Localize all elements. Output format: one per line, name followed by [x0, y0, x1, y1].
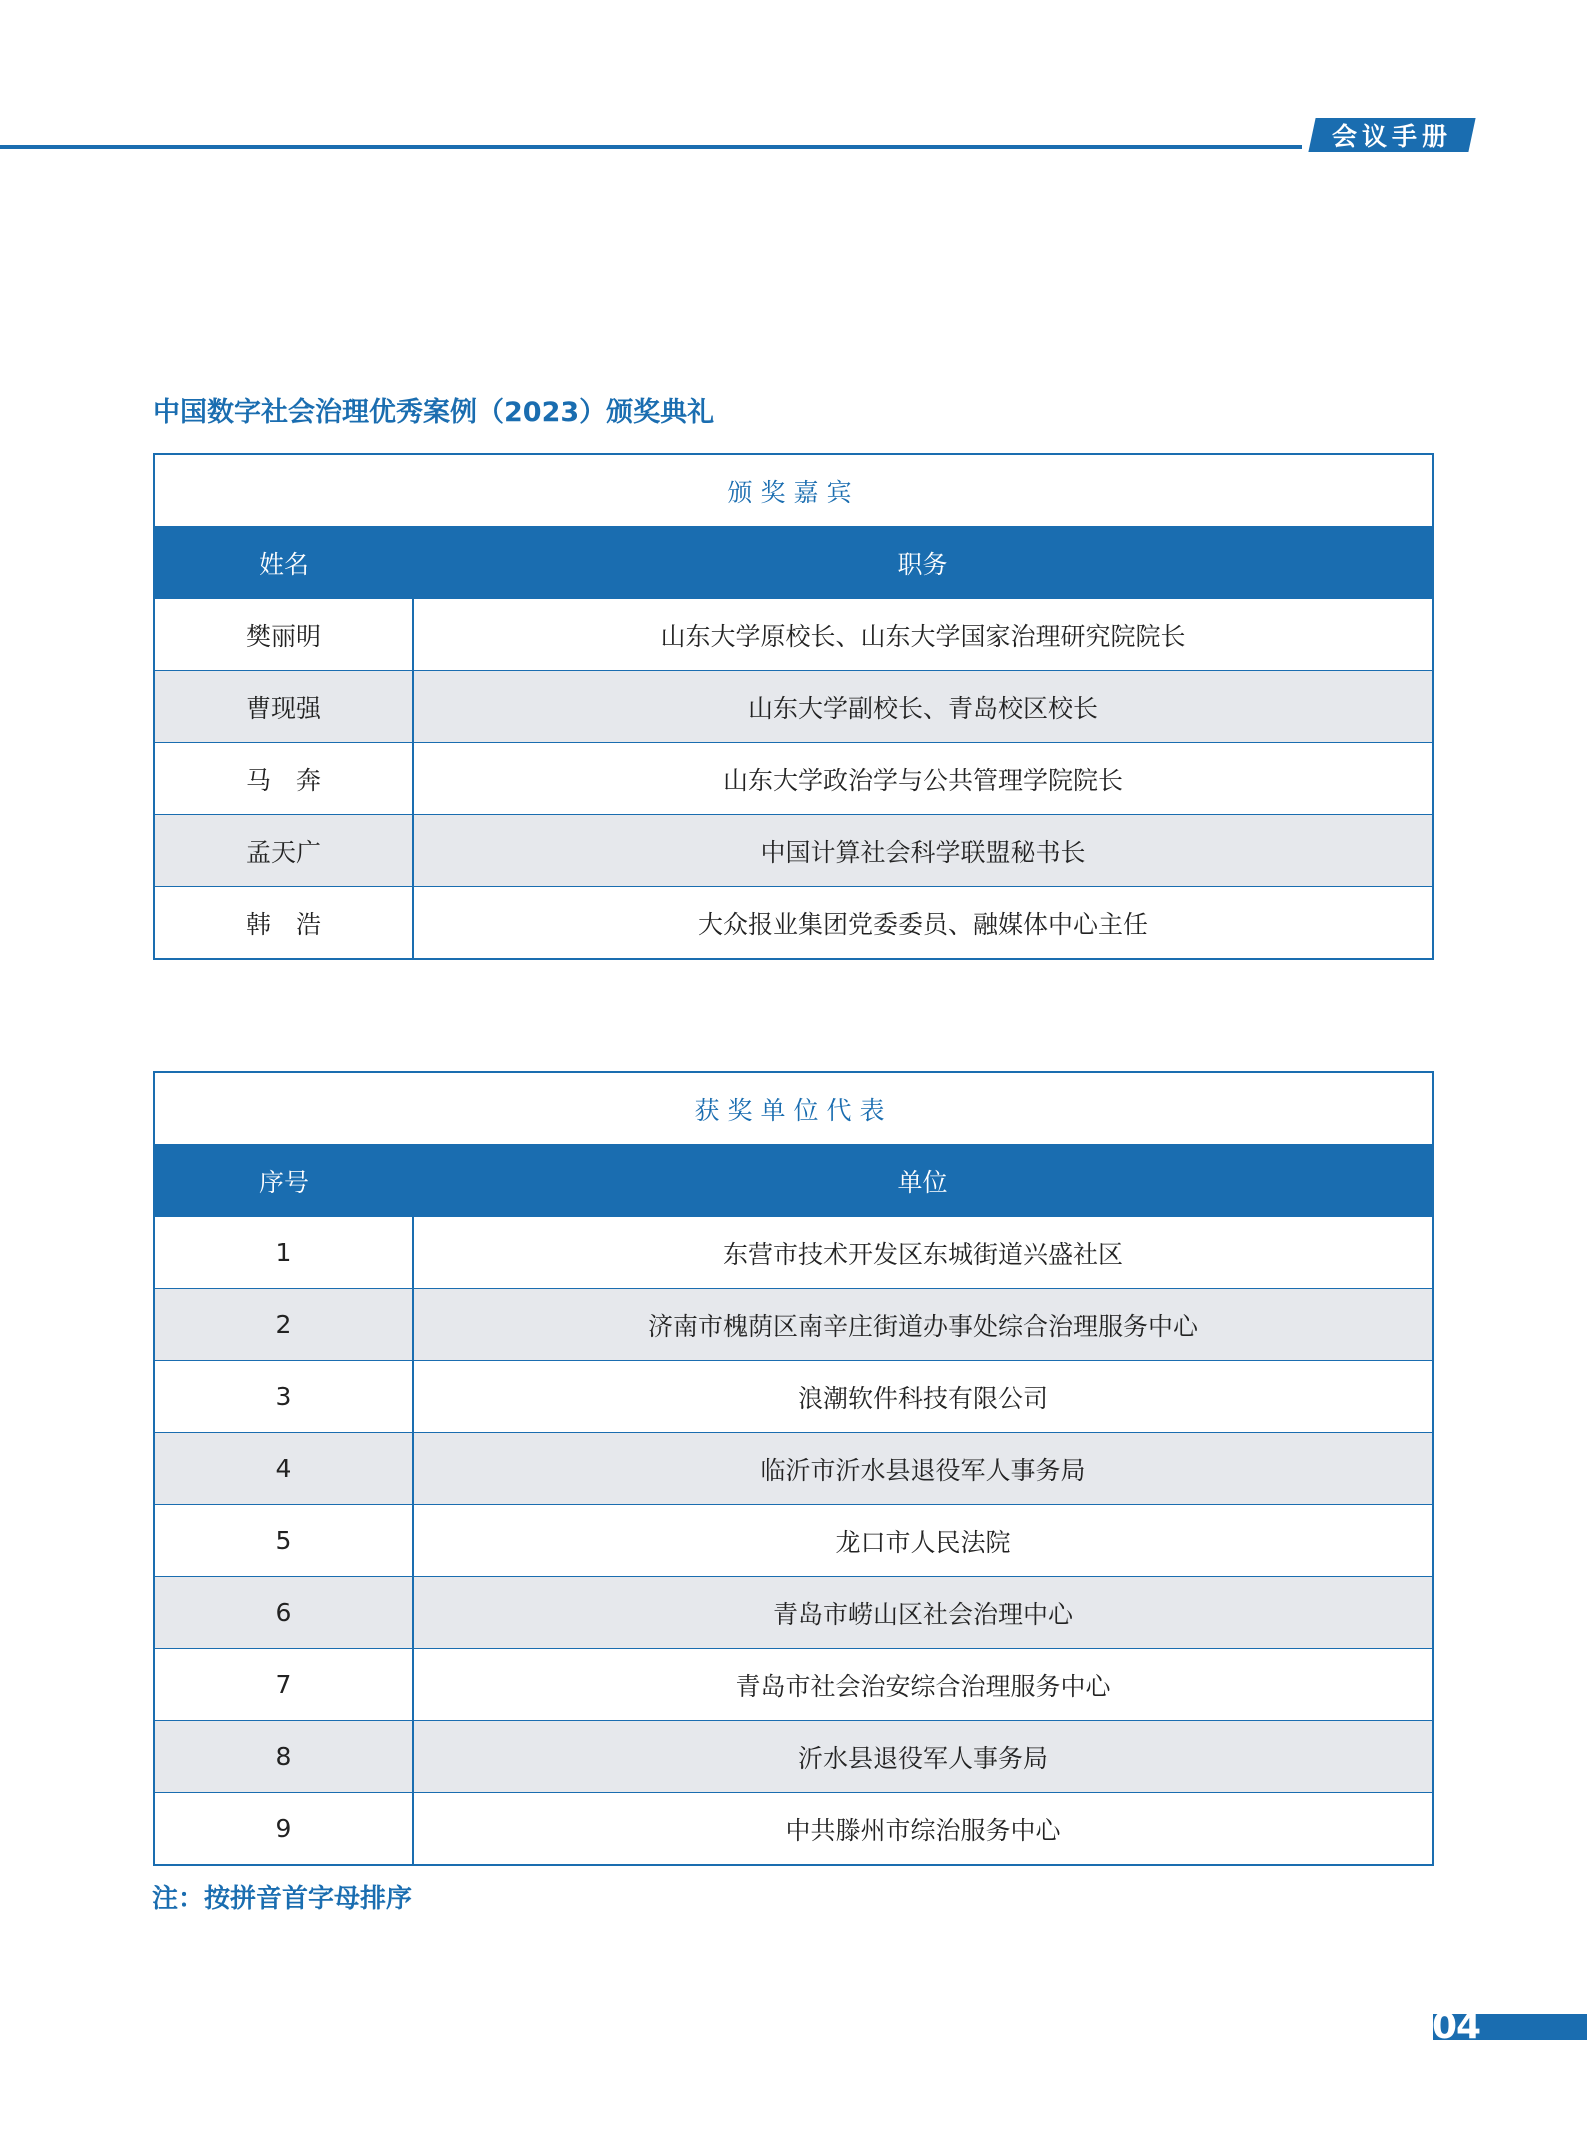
guests-header-row [154, 527, 1433, 599]
winners-header-unit: 单位 [413, 1145, 1433, 1217]
guests-header-title: 职务 [413, 527, 1433, 599]
winner-no: 5 [154, 1505, 413, 1577]
winners-caption-row [154, 1072, 1433, 1145]
winner-unit: 浪潮软件科技有限公司 [413, 1361, 1433, 1433]
guests-caption-row [154, 454, 1433, 527]
winner-unit: 济南市槐荫区南辛庄街道办事处综合治理服务中心 [413, 1289, 1433, 1361]
section-title: 中国数字社会治理优秀案例（2023）颁奖典礼 [153, 397, 715, 428]
winner-unit: 龙口市人民法院 [413, 1505, 1433, 1577]
winner-unit: 青岛市社会治安综合治理服务中心 [413, 1649, 1433, 1721]
winner-unit: 东营市技术开发区东城街道兴盛社区 [413, 1217, 1433, 1289]
header-rule [0, 145, 1302, 149]
table-row [154, 1649, 1433, 1721]
winners-caption: 获奖单位代表 [154, 1072, 1433, 1145]
guest-title: 山东大学原校长、山东大学国家治理研究院院长 [413, 599, 1433, 671]
winner-no: 7 [154, 1649, 413, 1721]
table-row [154, 743, 1433, 815]
page-number: 04 [1432, 2006, 1481, 2047]
table-row [154, 1505, 1433, 1577]
winner-no: 8 [154, 1721, 413, 1793]
winner-no: 2 [154, 1289, 413, 1361]
winner-unit: 青岛市崂山区社会治理中心 [413, 1577, 1433, 1649]
table-row [154, 599, 1433, 671]
winners-header-no: 序号 [154, 1145, 413, 1217]
guest-title: 大众报业集团党委委员、融媒体中心主任 [413, 887, 1433, 960]
table-row [154, 1721, 1433, 1793]
guest-name: 樊丽明 [154, 599, 413, 671]
winner-unit: 临沂市沂水县退役军人事务局 [413, 1433, 1433, 1505]
guests-header-name: 姓名 [154, 527, 413, 599]
table-row [154, 1217, 1433, 1289]
winner-no: 4 [154, 1433, 413, 1505]
guest-name: 韩 浩 [154, 887, 413, 960]
table-row [154, 1289, 1433, 1361]
table-row [154, 1361, 1433, 1433]
table-row [154, 1577, 1433, 1649]
table-row [154, 887, 1433, 960]
table-row [154, 1793, 1433, 1866]
guest-name: 孟天广 [154, 815, 413, 887]
winner-no: 3 [154, 1361, 413, 1433]
table-row [154, 815, 1433, 887]
guest-name: 马 奔 [154, 743, 413, 815]
guest-title: 山东大学政治学与公共管理学院院长 [413, 743, 1433, 815]
winner-no: 1 [154, 1217, 413, 1289]
guests-table [153, 453, 1434, 960]
winners-table [153, 1071, 1434, 1866]
table-row [154, 671, 1433, 743]
header-tag [1308, 118, 1475, 152]
winners-header-row [154, 1145, 1433, 1217]
table-row [154, 1433, 1433, 1505]
header-tag-label: 会议手册 [1331, 122, 1452, 151]
sort-note: 注：按拼音首字母排序 [152, 1884, 413, 1914]
guest-title: 中国计算社会科学联盟秘书长 [413, 815, 1433, 887]
guest-name: 曹现强 [154, 671, 413, 743]
guest-title: 山东大学副校长、青岛校区校长 [413, 671, 1433, 743]
winner-no: 9 [154, 1793, 413, 1866]
winner-unit: 沂水县退役军人事务局 [413, 1721, 1433, 1793]
winner-no: 6 [154, 1577, 413, 1649]
winner-unit: 中共滕州市综治服务中心 [413, 1793, 1433, 1866]
guests-caption: 颁奖嘉宾 [154, 454, 1433, 527]
